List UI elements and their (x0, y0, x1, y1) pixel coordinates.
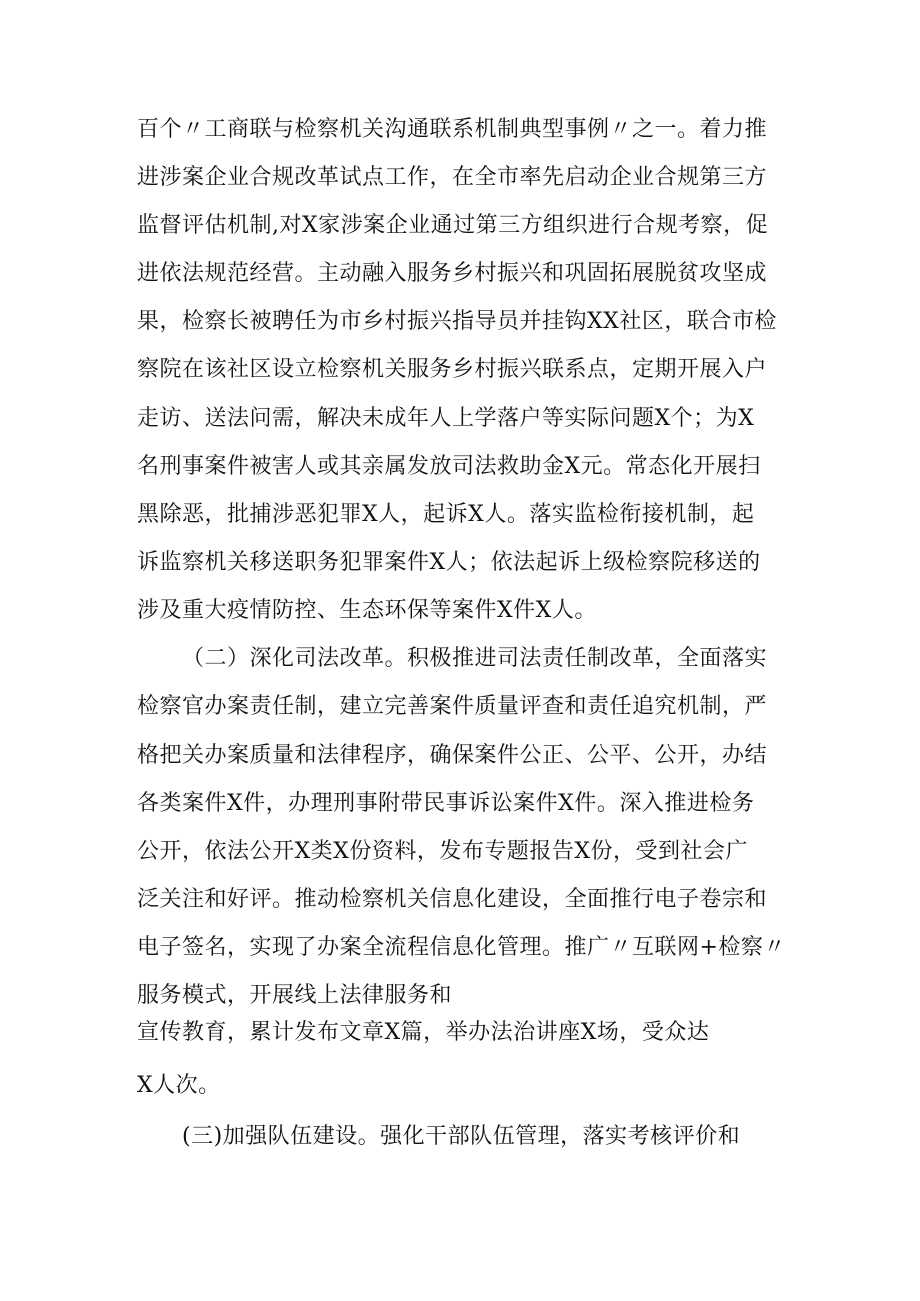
paragraph-line-7: 走访、送法问需，解决未成年人上学落户等实际问题X个；为X (137, 406, 755, 431)
paragraph-line-17: 泛关注和好评。推动检察机关信息化建设，全面推行电子卷宗和 (137, 887, 768, 912)
paragraph-line-10: 诉监察机关移送职务犯罪案件X人；依法起诉上级检察院移送的 (137, 550, 761, 575)
section-heading-2: （二）深化司法改革。积极推进司法责任制改革，全面落实 (182, 646, 768, 671)
paragraph-line-11: 涉及重大疫情防控、生态环保等案件X件X人。 (137, 598, 597, 623)
paragraph-line-18: 电子签名，实现了办案全流程信息化管理。推广〃互联网+检察〃 (137, 935, 786, 960)
paragraph-line-3: 监督评估机制,对X家涉案企业通过第三方组织进行合规考察，促 (137, 213, 769, 238)
paragraph-line-20: 宣传教育，累计发布文章X篇，举办法治讲座X场，受众达 (137, 1020, 710, 1045)
paragraph-line-2: 进涉案企业合规改革试点工作，在全市率先启动企业合规第三方 (137, 165, 768, 190)
paragraph-line-9: 黑除恶，批捕涉恶犯罪X人，起诉X人。落实监检衔接机制，起 (137, 502, 755, 527)
section-heading-3: (三)加强队伍建设。强化干部队伍管理，落实考核评价和 (182, 1124, 741, 1149)
paragraph-line-6: 察院在该社区设立检察机关服务乡村振兴联系点，定期开展入户 (137, 357, 768, 382)
paragraph-line-4: 进依法规范经营。主动融入服务乡村振兴和巩固拓展脱贫攻坚成 (137, 261, 768, 286)
paragraph-line-21: X人次。 (137, 1073, 221, 1098)
paragraph-line-1: 百个〃工商联与检察机关沟通联系机制典型事例〃之一。着力推 (137, 117, 768, 142)
paragraph-line-19: 服务模式，开展线上法律服务和 (137, 983, 453, 1008)
paragraph-line-14: 格把关办案质量和法律程序，确保案件公正、公平、公开，办结 (137, 743, 768, 768)
paragraph-line-13: 检察官办案责任制，建立完善案件质量评查和责任追究机制，严 (137, 694, 768, 719)
paragraph-line-8: 名刑事案件被害人或其亲属发放司法救助金X元。常态化开展扫 (137, 454, 761, 479)
paragraph-line-16: 公开，依法公开X类X份资料，发布专题报告X份，受到社会广 (137, 839, 748, 864)
paragraph-line-5: 果，检察长被聘任为市乡村振兴指导员并挂钩XX社区，联合市检 (137, 309, 777, 334)
paragraph-line-15: 各类案件X件，办理刑事附带民事诉讼案件X件。深入推进检务 (137, 791, 755, 816)
